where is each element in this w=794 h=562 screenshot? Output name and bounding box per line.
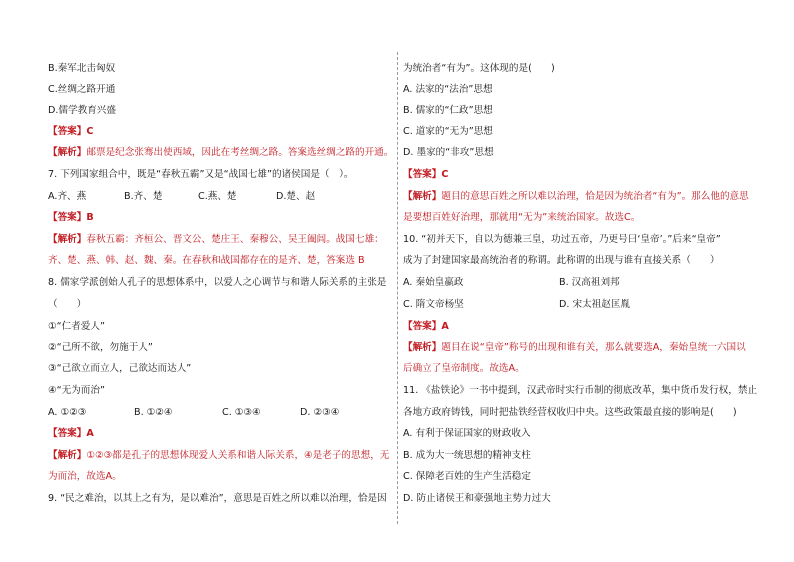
q9-analysis-line2: 是要想百姓好治理，那就用“无为”来统治国家。故选C。 (403, 212, 641, 223)
q9-analysis-text: 题目的意思百姓之所以难以治理，恰是因为统治者“有为”。那么他的意思 (441, 191, 749, 202)
q8-option-d: D. ②③④ (300, 407, 340, 418)
q7-analysis-line1 (48, 233, 384, 247)
q10-analysis-line1 (403, 341, 746, 355)
q11-option-d: D. 防止诸侯王和豪强地主势力过大 (403, 493, 551, 504)
q10-option-d: D. 宋太祖赵匡胤 (559, 299, 631, 310)
q10-option-a: A. 秦始皇嬴政 (403, 277, 464, 288)
q8-analysis-text: ①②③都是孔子的思想体现爱人关系和谐人际关系，④是老子的思想，无 (86, 450, 390, 461)
q7-answer: 【答案】B (48, 212, 94, 223)
q7-analysis-text: 春秋五霸：齐桓公、晋文公、楚庄王、秦穆公、吴王阖闾。战国七雄： (86, 234, 384, 245)
q7-option-d: D.楚、赵 (276, 191, 316, 202)
q8-stem-line2: （ ） (48, 299, 87, 310)
q9-option-a: A. 法家的“法治”思想 (403, 84, 493, 95)
q10-option-c: C. 隋文帝杨坚 (403, 299, 464, 310)
q7-analysis-tag: 【解析】 (48, 234, 87, 245)
q9-answer: 【答案】C (403, 169, 449, 180)
q11-stem-line2: 各地方政府铸钱，同时把盐铁经营权收归中央。这些政策最直接的影响是( ) (403, 407, 737, 418)
q10-analysis-text: 题目在说“皇帝”称号的出现和谁有关，那么就要选A，秦始皇统一六国以 (441, 342, 746, 353)
q8-analysis-line2: 为而治，故选A。 (48, 471, 122, 482)
q6-answer: 【答案】C (48, 126, 94, 137)
q8-item-1: ①“仁者爱人” (48, 321, 105, 332)
q7-option-b: B.齐、楚 (124, 191, 163, 202)
column-divider (397, 52, 398, 524)
q9-analysis-line1 (403, 190, 749, 204)
q9-option-c: C. 道家的“无为”思想 (403, 126, 493, 137)
q8-option-b: B. ①②④ (134, 407, 173, 418)
q6-analysis (48, 146, 393, 160)
q7-option-c: C.燕、楚 (198, 191, 237, 202)
q7-stem: 7. 下列国家组合中，既是“春秋五霸”又是“战国七雄”的诸侯国是（ ）。 (48, 169, 354, 180)
q11-option-a: A. 有利于保证国家的财政收入 (403, 428, 531, 439)
q6-analysis-tag: 【解析】 (48, 147, 87, 158)
q9-analysis-tag: 【解析】 (403, 191, 442, 202)
q10-stem-line2: 成为了封建国家最高统治者的称谓。此称谓的出现与谁有直接关系（ ） (403, 255, 720, 266)
q8-option-c: C. ①③④ (222, 407, 261, 418)
q9-stem: 9. “民之难治，以其上之有为，是以难治”，意思是百姓之所以难以治理，恰是因 (48, 493, 387, 504)
q9-option-d: D. 墨家的“非攻”思想 (403, 147, 494, 158)
q10-answer: 【答案】A (403, 321, 449, 332)
q10-analysis-line2: 后确立了皇帝制度。故选A。 (403, 363, 525, 374)
q8-item-3: ③“己欲立而立人，己欲达而达人” (48, 363, 192, 374)
q9-option-b: B. 儒家的“仁政”思想 (403, 105, 493, 116)
q8-answer: 【答案】A (48, 428, 94, 439)
q7-analysis-line2: 齐、楚、燕、韩、赵、魏、秦。在春秋和战国都存在的是齐、楚，答案选 B (48, 255, 365, 266)
q10-option-b: B. 汉高祖刘邦 (559, 277, 620, 288)
q11-option-b: B. 成为大一统思想的精神支柱 (403, 450, 531, 461)
q10-analysis-tag: 【解析】 (403, 342, 442, 353)
q8-analysis-tag: 【解析】 (48, 450, 87, 461)
q8-item-2: ②“己所不欲，勿施于人” (48, 342, 153, 353)
q8-analysis-line1 (48, 449, 389, 463)
q11-stem-line1: 11. 《盐铁论》一书中提到，汉武帝时实行币制的彻底改革，集中货币发行权，禁止 (403, 385, 758, 396)
q8-option-a: A. ①②③ (48, 407, 87, 418)
q10-stem-line1: 10. “初并天下，自以为德兼三皇，功过五帝，乃更号曰‘皇帝’。”后来“皇帝” (403, 234, 721, 245)
q6-option-c: C.丝绸之路开通 (48, 84, 116, 95)
q7-option-a: A.齐、燕 (48, 191, 87, 202)
q8-stem-line1: 8. 儒家学派创始人孔子的思想体系中，以爱人之心调节与和谐人际关系的主张是 (48, 277, 387, 288)
q6-option-b: B.秦军北击匈奴 (48, 63, 116, 74)
q6-analysis-text: 邮票是纪念张骞出使西域，因此在考丝绸之路。答案选丝绸之路的开通。 (86, 147, 394, 158)
q6-option-d: D.儒学教育兴盛 (48, 105, 116, 116)
q8-item-4: ④“无为而治” (48, 385, 105, 396)
q11-option-c: C. 保障老百姓的生产生活稳定 (403, 471, 531, 482)
q9-stem-continued: 为统治者“有为”。这体现的是( ) (403, 63, 555, 74)
